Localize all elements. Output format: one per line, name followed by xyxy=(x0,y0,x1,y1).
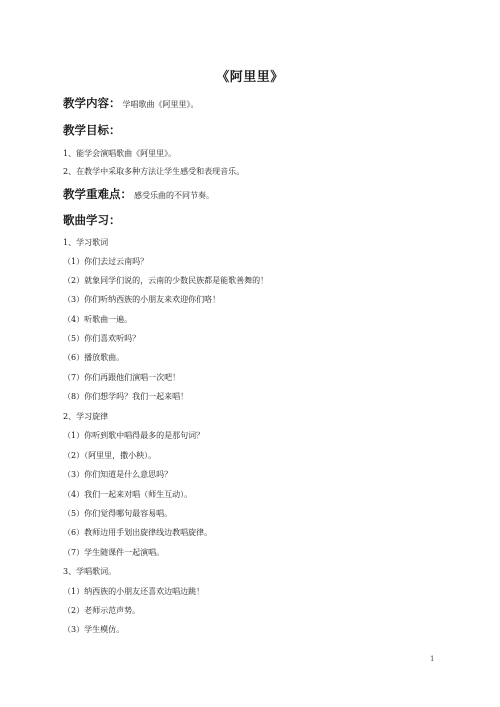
list-item: （8）你们想学吗？我们一起来唱！ xyxy=(63,392,189,401)
list-item: （3）学生模仿。 xyxy=(63,625,125,634)
list-item: （6）播放歌曲。 xyxy=(63,353,125,362)
teaching-goals-heading: 教学目标： xyxy=(63,123,121,137)
list-item: （6）教师边用手划出旋律线边教唱旋律。 xyxy=(63,528,213,537)
list-item: （7）学生随课件一起演唱。 xyxy=(63,548,165,557)
goal-item: 1、能学会演唱歌曲《阿里里》。 xyxy=(63,149,177,158)
list-item: （7）你们再跟他们演唱一次吧！ xyxy=(63,373,181,382)
list-item: （5）你们喜欢听吗？ xyxy=(63,334,141,343)
key-points-label: 教学重难点： xyxy=(63,187,132,201)
list-item: （1）纳西族的小朋友还喜欢边唱边跳！ xyxy=(63,587,205,596)
section-title: 2、学习旋律 xyxy=(63,412,109,421)
document-title: 《阿里里》 xyxy=(216,70,284,85)
list-item: （4）我们一起来对唱（师生互动）。 xyxy=(63,490,193,499)
list-item: （1）你们去过云南吗？ xyxy=(63,257,149,266)
list-item: （2）老师示范声势。 xyxy=(63,606,141,615)
key-points-heading xyxy=(63,186,214,202)
section-title: 1、学习歌词 xyxy=(63,238,109,247)
list-item: （2）（阿里里，撒小秧）。 xyxy=(63,451,157,460)
list-item: （3）你们听纳西族的小朋友来欢迎你们咯！ xyxy=(63,295,221,304)
teaching-content-text: 学唱歌曲《阿里里》。 xyxy=(122,100,199,109)
section-title: 3、学唱歌词。 xyxy=(63,567,117,576)
key-points-text: 感受乐曲的不同节奏。 xyxy=(134,191,214,200)
page-number: 1 xyxy=(430,655,435,663)
song-study-heading: 歌曲学习： xyxy=(63,213,121,227)
teaching-content-label: 教学内容： xyxy=(63,96,121,110)
goal-item: 2、在教学中采取多种方法让学生感受和表现音乐。 xyxy=(63,167,245,176)
list-item: （4）听歌曲一遍。 xyxy=(63,315,133,324)
list-item: （1）你听到歌中唱得最多的是那句词？ xyxy=(63,431,205,440)
list-item: （2）就象同学们说的，云南的少数民族都是能歌善舞的！ xyxy=(63,276,269,285)
teaching-content-heading xyxy=(63,95,199,111)
list-item: （3）你们知道是什么意思吗？ xyxy=(63,470,173,479)
list-item: （5）你们觉得哪句最容易唱。 xyxy=(63,509,173,518)
